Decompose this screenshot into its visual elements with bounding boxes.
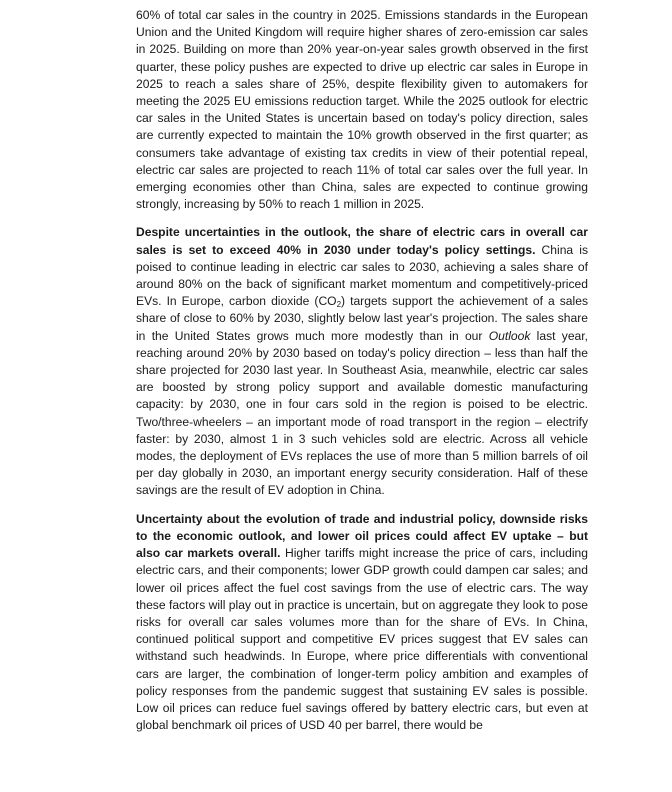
paragraph-2-text-c: last year, reaching around 20% by 2030 based on today's policy direction – less than half the share projected for 2030 last year. In Southeast Asia, meanwhile, electric car sales are boosted by strong policy support and available domestic manufacturing capacity: by 2030, one in four cars sold in the region is poised to be electric. Two/three-wheelers – an important mode of road transport in the region – electrify faster: by 2030, almost 1 in 3 such vehicles sold are electric. Across all vehicle modes, the deployment of EVs replaces the use of more than 5 million barrels of oil per day globally in 2030, an important energy security consideration. Half of these savings are the result of EV adoption in China. (136, 328, 588, 498)
paragraph-3 (136, 511, 588, 735)
paragraph-2 (136, 224, 588, 499)
paragraph-2-text-b: ) targets support the achievement of a sales share of close to 60% by 2030, slightly below last year's projection. The sales share in the United States grows much more modestly than in our (136, 294, 588, 343)
co2-subscript: 2 (336, 300, 342, 310)
paragraph-2-text-a: China is poised to continue leading in electric car sales to 2030, achieving a sales share of around 80% on the back of significant market momentum and competitively-priced EVs. In Europe, carbon dioxide (CO (136, 242, 589, 309)
paragraph-3-text: Higher tariffs might increase the price of cars, including electric cars, and their components; lower GDP growth could dampen car sales; and lower oil prices affect the fuel cost savings from the use of electric cars. The way these factors will play out in practice is uncertain, but on aggregate they look to pose risks for overall car sales volumes more than for the share of EVs. In China, continued political support and competitive EV prices suggest that EV sales can withstand such headwinds. In Europe, where price differentials with conventional cars are larger, the combination of longer-term policy ambition and examples of policy responses from the pandemic suggest that sustaining EV sales is possible. Low oil prices can reduce fuel savings offered by battery electric cars, but even at global benchmark oil prices of USD 40 per barrel, there would be (136, 546, 588, 733)
outlook-italic: Outlook (488, 328, 531, 343)
paragraph-1 (136, 7, 588, 213)
document-page (136, 0, 588, 734)
paragraph-3-lead: Uncertainty about the evolution of trade and industrial policy, downside risks to the economic outlook, and lower oil prices could affect EV uptake – but also car markets overall. (136, 511, 588, 561)
paragraph-1-text: 60% of total car sales in the country in 2025. Emissions standards in the European Union and the United Kingdom will require higher shares of zero-emission car sales in 2025. Building on more than 20% year-on-year sales growth observed in the first quarter, these policy pushes are expected to drive up electric car sales in Europe in 2025 to reach a sales share of 25%, despite flexibility given to automakers for meeting the 2025 EU emissions reduction target. While the 2025 outlook for electric car sales in the United States is uncertain based on today's policy direction, sales are currently expected to maintain the 10% growth observed in the first quarter; as consumers take advantage of existing tax credits in view of their potential repeal, electric car sales are projected to reach 11% of total car sales over the full year. In emerging economies other than China, sales are expected to continue growing strongly, increasing by 50% to reach 1 million in 2025. (136, 8, 588, 212)
paragraph-2-lead: Despite uncertainties in the outlook, the share of electric cars in overall car sales is set to exceed 40% in 2030 under today's policy settings. (136, 225, 588, 257)
